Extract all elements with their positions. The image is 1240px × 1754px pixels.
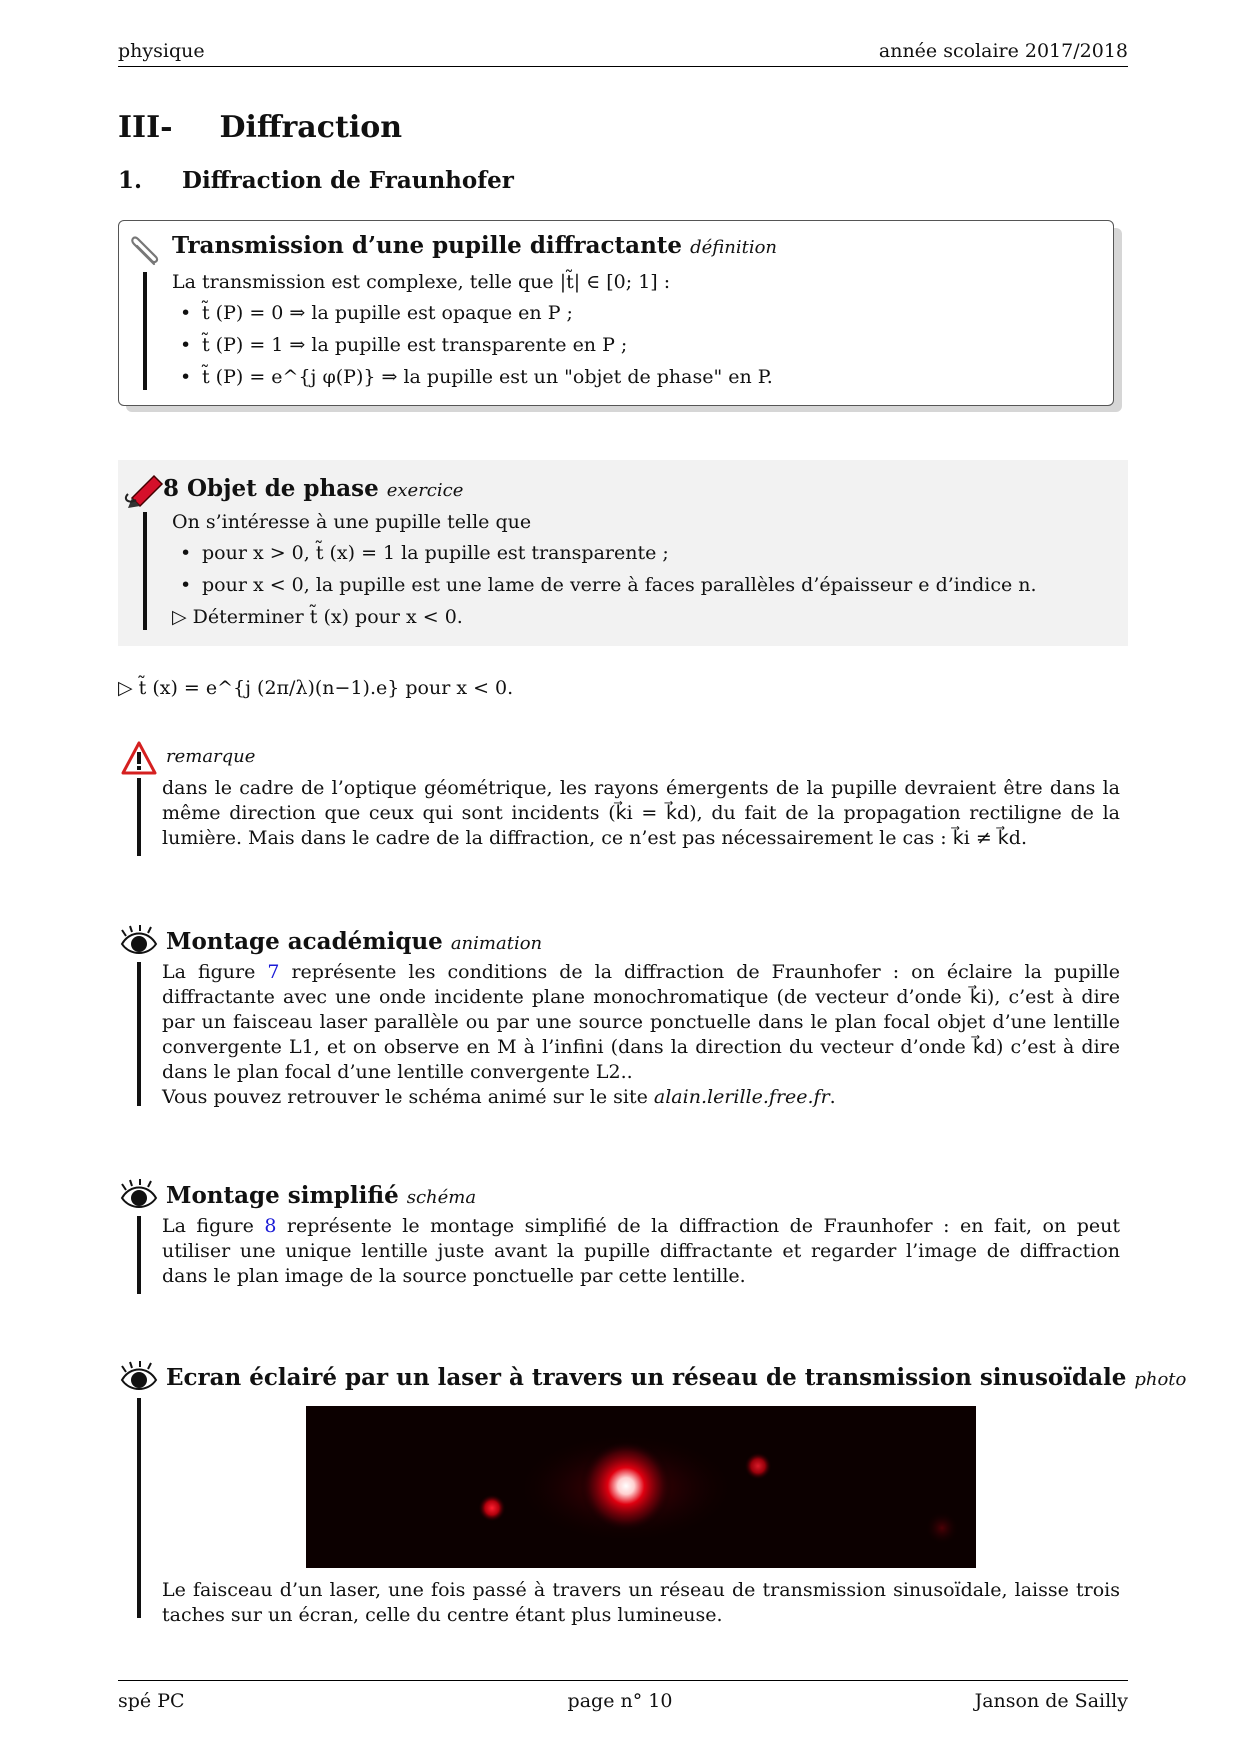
definition-kind: définition <box>690 237 778 258</box>
exercise-question: ▷ Déterminer t̃ (x) pour x < 0. <box>172 606 463 628</box>
exercise-body <box>172 510 1112 630</box>
header-left: physique <box>118 40 205 62</box>
animation-bar <box>137 962 141 1106</box>
photo-caption: Le faisceau d’un laser, une fois passé à travers un réseau de transmission sinusoïdale, laisse trois taches sur un écran, celle du centre étant plus lumineuse. <box>162 1579 1120 1626</box>
paperclip-icon <box>124 232 164 272</box>
definition-bar <box>143 272 147 390</box>
animation-site: alain.lerille.free.fr <box>653 1086 830 1108</box>
schema-bar <box>137 1216 141 1294</box>
schema-title <box>166 1182 476 1209</box>
exercise-list <box>172 537 1112 601</box>
header-rule <box>118 66 1128 67</box>
header-right: année scolaire 2017/2018 <box>878 40 1128 62</box>
eye-icon <box>118 1360 160 1398</box>
footer-rule <box>118 1680 1128 1681</box>
animation-title <box>166 928 542 955</box>
exercise-title <box>163 475 463 502</box>
pencil-icon <box>124 470 166 508</box>
definition-item: • t̃ (P) = 0 ⇒ la pupille est opaque en P ; <box>172 297 1072 329</box>
animation-text-start: La figure <box>162 961 256 983</box>
schema-text-start: La figure <box>162 1215 254 1237</box>
eye-icon <box>118 924 160 962</box>
exercise-item: • pour x < 0, la pupille est une lame de verre à faces parallèles d’épaisseur e d’indice n. <box>172 569 1112 601</box>
remark-kind: remarque <box>166 746 256 767</box>
schema-kind: schéma <box>406 1187 477 1208</box>
subsection-number: 1. <box>118 167 143 194</box>
exercise-answer: ▷ t̃ (x) = e^{j (2π/λ)(n−1).e} pour x < 0. <box>118 677 514 699</box>
animation-site-line: Vous pouvez retrouver le schéma animé sur le site <box>162 1086 654 1108</box>
animation-site-end: . <box>829 1086 836 1108</box>
photo-title-text: Ecran éclairé par un laser à travers un réseau de transmission sinusoïdale <box>166 1364 1127 1391</box>
definition-title-text: Transmission d’une pupille diffractante <box>172 232 683 259</box>
animation-text <box>162 960 1120 1110</box>
remark-bar <box>137 778 141 856</box>
definition-body <box>172 270 1072 393</box>
animation-title-text: Montage académique <box>166 928 443 955</box>
section-title <box>118 110 402 145</box>
figure-7-link[interactable]: 7 <box>267 961 280 983</box>
section-label: Diffraction <box>219 110 403 145</box>
subsection-title <box>118 167 514 194</box>
eye-icon <box>118 1178 160 1216</box>
exercise-intro: On s’intéresse à une pupille telle que <box>172 511 532 533</box>
footer-left: spé PC <box>118 1690 185 1712</box>
schema-text <box>162 1214 1120 1289</box>
warning-icon <box>120 740 158 776</box>
subsection-label: Diffraction de Fraunhofer <box>182 167 514 194</box>
definition-intro: La transmission est complexe, telle que |t̃| ∈ [0; 1] : <box>172 271 671 293</box>
photo-kind: photo <box>1134 1369 1187 1390</box>
definition-list <box>172 297 1072 393</box>
exercise-bar <box>143 512 147 630</box>
footer-right: Janson de Sailly <box>974 1690 1128 1712</box>
remark-text: dans le cadre de l’optique géométrique, les rayons émergents de la pupille devraient être dans la même direction que ceux qui sont incidents (k⃗i = k⃗d), du fait de la propagation rectiligne de la lumière. Mais dans le cadre de la diffraction, ce n’est pas nécessairement le cas : k⃗i ≠ k⃗d. <box>162 777 1120 849</box>
animation-kind: animation <box>450 933 543 954</box>
figure-8-link[interactable]: 8 <box>264 1215 277 1237</box>
exercise-kind: exercice <box>386 480 464 501</box>
footer-page-number: page n° 10 <box>567 1690 673 1712</box>
exercise-title-text: 8 Objet de phase <box>163 475 379 502</box>
photo-title <box>166 1364 1186 1391</box>
schema-title-text: Montage simplifié <box>166 1182 399 1209</box>
definition-title <box>172 232 777 259</box>
definition-item: • t̃ (P) = e^{j φ(P)} ⇒ la pupille est un "objet de phase" en P. <box>172 361 1072 393</box>
definition-item: • t̃ (P) = 1 ⇒ la pupille est transparente en P ; <box>172 329 1072 361</box>
schema-text-body: représente le montage simplifié de la diffraction de Fraunhofer : en fait, on peut utiliser une unique lentille juste avant la pupille diffractante et regarder l’image de diffraction dans le plan image de la source ponctuelle par cette lentille. <box>162 1215 1120 1287</box>
exercise-item: • pour x > 0, t̃ (x) = 1 la pupille est transparente ; <box>172 537 1112 569</box>
animation-text-body: représente les conditions de la diffraction de Fraunhofer : on éclaire la pupille diffractante avec une onde incidente plane monochromatique (de vecteur d’onde k⃗i), c’est à dire par un faisceau laser parallèle ou par une source ponctuelle dans le plan focal objet d’une lentille convergente L1, et on observe en M à l’infini (dans la direction du vecteur d’onde k⃗d) c’est à dire dans le plan focal d’une lentille convergente L2.. <box>162 961 1120 1083</box>
photo-bar <box>137 1398 141 1618</box>
section-number: III- <box>118 110 173 145</box>
laser-diffraction-photo <box>306 1406 976 1568</box>
